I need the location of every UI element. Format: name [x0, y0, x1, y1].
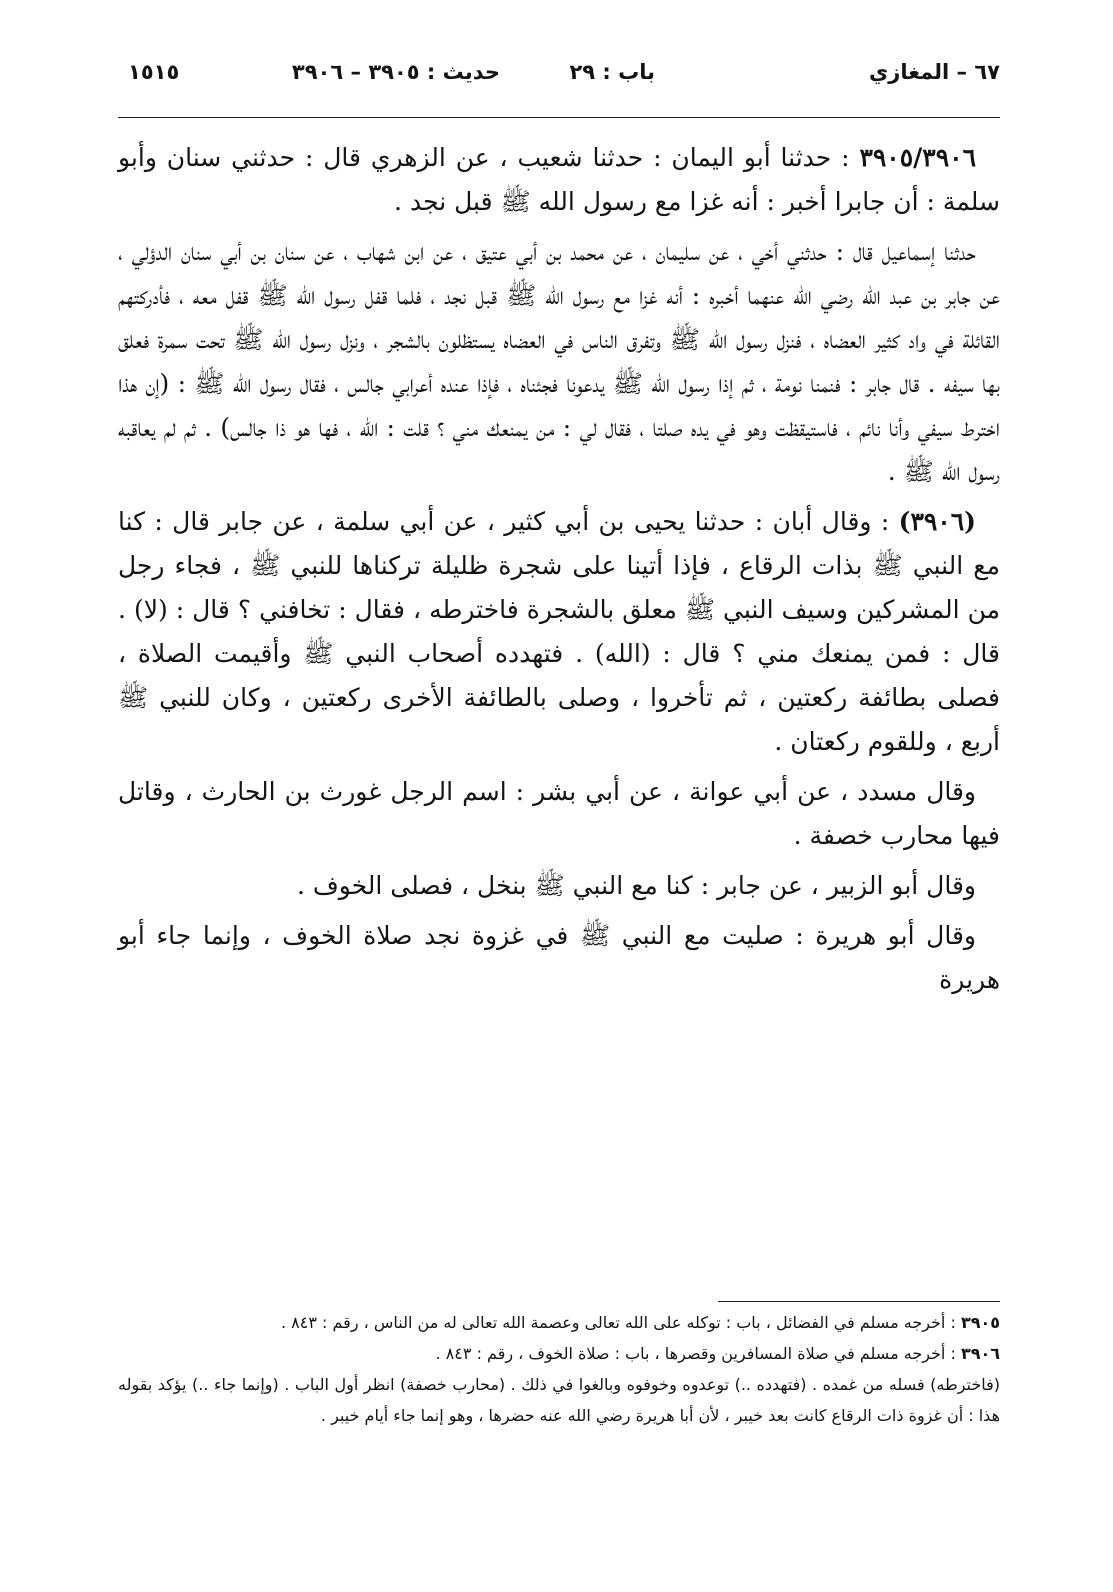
hadith-number: ٣٩٠٥/٣٩٠٦	[859, 143, 976, 172]
paragraph-text: حدثنا إسماعيل قال : حدثني أخي ، عن سليمان ، عن محمد بن أبي عتيق ، عن ابن شهاب ، عن سنان بن أبي سنان الدؤلي ، عن جابر بن عبد الله رضي الله عنهما أخبره : أنه غزا مع رسول الله ﷺ قبل نجد ، فلما قفل رسول الله ﷺ قفل معه ، فأدركتهم القائلة في واد كثير العضاه ، فنزل رسول الله ﷺ وتفرق الناس في العضاه يستظلون بالشجر ، ونزل رسول الله ﷺ تحت سمرة فعلق بها سيفه . قال جابر : فنمنا نومة ، ثم إذا رسول الله ﷺ يدعونا فجئناه ، فإذا عنده أعرابي جالس ، فقال رسول الله ﷺ : (إن هذا اخترط سيفي وأنا نائم ، فاستيقظت وهو في يده صلتا ، فقال لي : من يمنعك مني ؟ قلت : الله ، فها هو ذا جالس) . ثم لم يعاقبه رسول الله ﷺ .	[118, 237, 1000, 486]
hadith-number: (٣٩٠٦)	[898, 507, 976, 536]
footnote-number: ٣٩٠٥	[960, 1313, 1000, 1332]
paragraph-text: وقال أبو الزبير ، عن جابر : كنا مع النبي ﷺ بنخل ، فصلى الخوف .	[296, 871, 976, 900]
running-header	[118, 56, 1000, 96]
chapter-title: ٦٧ – المغازي	[869, 60, 1000, 84]
paragraph-text: وقال أبو هريرة : صليت مع النبي ﷺ في غزوة نجد صلاة الخوف ، وإنما جاء أبو هريرة	[118, 921, 1000, 994]
page-number: ١٥١٥	[128, 60, 180, 84]
footnote-number: ٣٩٠٦	[960, 1344, 1000, 1363]
hadith-range: حديث : ٣٩٠٥ – ٣٩٠٦	[291, 60, 500, 84]
hadith-paragraph	[118, 914, 1000, 1002]
footnote	[118, 1338, 1000, 1369]
footnote-text: : أخرجه مسلم في الفضائل ، باب : توكله على الله تعالى وعصمة الله تعالى له من الناس ، رقم : ٨٤٣ .	[281, 1313, 961, 1332]
paragraph-text: : حدثنا أبو اليمان : حدثنا شعيب ، عن الزهري قال : حدثني سنان وأبو سلمة : أن جابرا أخبر : أنه غزا مع رسول الله ﷺ قبل نجد .	[118, 143, 1000, 216]
hadith-text	[118, 136, 1000, 1008]
hadith-paragraph	[118, 770, 1000, 858]
hadith-paragraph	[118, 500, 1000, 764]
footnote	[118, 1307, 1000, 1338]
paragraph-text: : وقال أبان : حدثنا يحيى بن أبي كثير ، عن أبي سلمة ، عن جابر قال : كنا مع النبي ﷺ بذات الرقاع ، فإذا أتينا على شجرة ظليلة تركناها للنبي ﷺ ، فجاء رجل من المشركين وسيف النبي ﷺ معلق بالشجرة فاخترطه ، فقال : تخافني ؟ قال : (لا) . قال : فمن يمنعك مني ؟ قال : (الله) . فتهدده أصحاب النبي ﷺ وأقيمت الصلاة ، فصلى بطائفة ركعتين ، ثم تأخروا ، وصلى بالطائفة الأخرى ركعتين ، وكان للنبي ﷺ أربع ، وللقوم ركعتان .	[118, 507, 1000, 756]
footnote-text: : أخرجه مسلم في صلاة المسافرين وقصرها ، باب : صلاة الخوف ، رقم : ٨٤٣ .	[435, 1344, 961, 1363]
paragraph-text: وقال مسدد ، عن أبي عوانة ، عن أبي بشر : اسم الرجل غورث بن الحارث ، وقاتل فيها محارب خصفة .	[118, 777, 1000, 850]
header-divider	[118, 117, 1000, 118]
footnotes	[118, 1307, 1000, 1431]
footnote-divider	[718, 1301, 1000, 1302]
hadith-paragraph	[118, 230, 1000, 494]
bab-number: باب : ٢٩	[569, 60, 655, 84]
hadith-paragraph	[118, 864, 1000, 908]
hadith-paragraph	[118, 136, 1000, 224]
footnote-text: (فاخترطه) فسله من غمده . (فتهدده ..) توعدوه وخوفوه وبالغوا في ذلك . (محارب خصفة) انظر أول الباب . (وإنما جاء ..) يؤكد بقوله هذا : أن غزوة ذات الرقاع كانت بعد خيبر ، لأن أبا هريرة رضي الله عنه حضرها ، وهو إنما جاء أيام خيبر .	[118, 1375, 1000, 1425]
footnote	[118, 1369, 1000, 1431]
